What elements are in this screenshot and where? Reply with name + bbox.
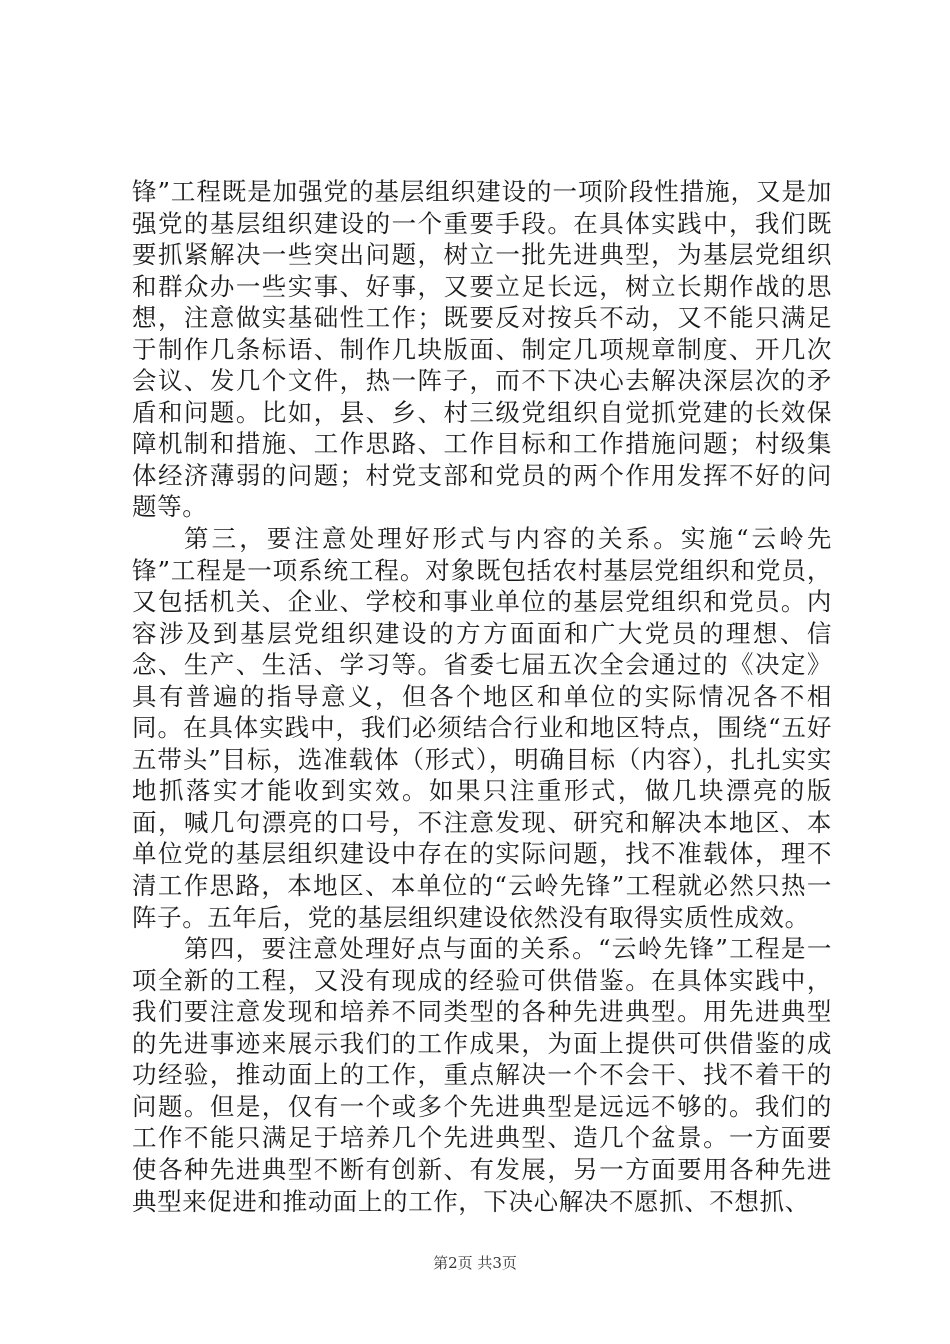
- paragraph-fourth-point: 第四，要注意处理好点与面的关系。“云岭先锋”工程是一项全新的工程，又没有现成的经验可供借鉴。在具体实践中，我们要注意发现和培养不同类型的各种先进典型。用先进典型的先进事迹来展示我们的工作成果，为面上提供可供借鉴的成功经验，推动面上的工作，重点解决一个不会干、找不着干的问题。但是，仅有一个或多个先进典型是远远不够的。我们的工作不能只满足于培养几个先进典型、造几个盆景。一方面要使各种先进典型不断有创新、有发展，另一方面要用各种先进典型来促进和推动面上的工作，下决心解决不愿抓、不想抓、: [132, 934, 832, 1216]
- page-number-footer: 第2页 共3页: [433, 1254, 517, 1272]
- paragraph-continuation: 锋”工程既是加强党的基层组织建设的一项阶段性措施，又是加强党的基层组织建设的一个重要手段。在具体实践中，我们既要抓紧解决一些突出问题，树立一批先进典型，为基层党组织和群众办一些实事、好事，又要立足长远，树立长期作战的思想，注意做实基础性工作；既要反对按兵不动，又不能只满足于制作几条标语、制作几块版面、制定几项规章制度、开几次会议、发几个文件，热一阵子，而不下决心去解决深层次的矛盾和问题。比如，县、乡、村三级党组织自觉抓党建的长效保障机制和措施、工作思路、工作目标和工作措施问题；村级集体经济薄弱的问题；村党支部和党员的两个作用发挥不好的问题等。: [132, 177, 832, 522]
- paragraph-third-point: 第三，要注意处理好形式与内容的关系。实施“云岭先锋”工程是一项系统工程。对象既包括农村基层党组织和党员，又包括机关、企业、学校和事业单位的基层党组织和党员。内容涉及到基层党组织建设的方方面面和广大党员的理想、信念、生产、生活、学习等。省委七届五次全会通过的《决定》具有普遍的指导意义，但各个地区和单位的实际情况各不相同。在具体实践中，我们必须结合行业和地区特点，围绕“五好五带头”目标，选准载体（形式），明确目标（内容），扎扎实实地抓落实才能收到实效。如果只注重形式，做几块漂亮的版面，喊几句漂亮的口号，不注意发现、研究和解决本地区、本单位党的基层组织建设中存在的实际问题，找不准载体，理不清工作思路，本地区、本单位的“云岭先锋”工程就必然只热一阵子。五年后，党的基层组织建设依然没有取得实质性成效。: [132, 524, 832, 932]
- document-body: [132, 176, 832, 1217]
